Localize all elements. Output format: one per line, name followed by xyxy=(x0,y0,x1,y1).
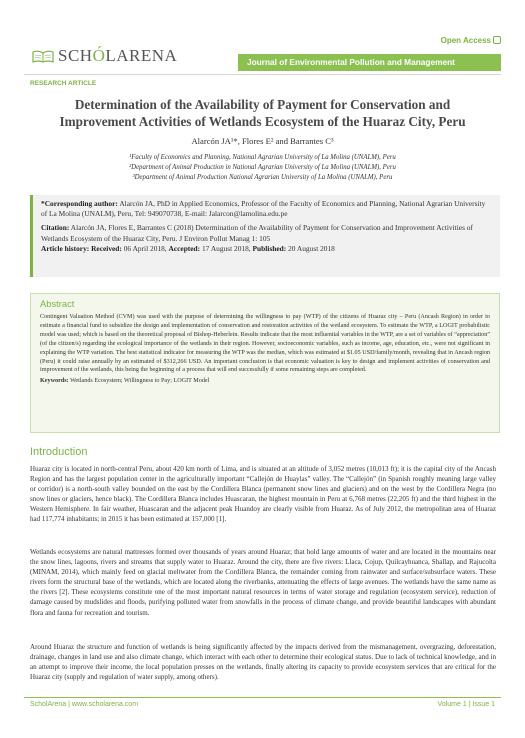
keywords xyxy=(40,378,490,384)
citation xyxy=(41,223,492,243)
article-info-box xyxy=(30,195,500,277)
abstract-heading: Abstract xyxy=(40,298,75,309)
intro-paragraph-3: Around Huaraz the structure and function of wetlands is being significantly affected by the impacts derived from the mismanagement, overgrazing, deforestation, drainage, changes in land use and also climate change, which interact with each other to determine their ecological status. Due to lack of technical knowledge, and in an attempt to improve their income, the local population presses on the wetlands, finally altering its capacity to provide ecosystem services that are critical for the Huaraz city (supply and regulation of water supply, among others). xyxy=(30,643,496,682)
logo-text-part2: Ó xyxy=(92,46,106,65)
history-label: Article history: xyxy=(41,243,90,253)
accepted-label: Accepted: xyxy=(168,243,201,253)
citation-text: Alarcón JA, Flores E, Barrantes C (2018) Determination of the Availability of Payment for Conservation and Improvement Activities of Wetlands Ecosystem of the Huaraz City, Peru. J Environ Pollut Manag 1: 105 xyxy=(41,223,473,243)
footer-publisher-link[interactable]: ScholArena | www.scholarena.com xyxy=(30,701,139,708)
published-label: Published: xyxy=(252,243,287,253)
logo-text-part3: LARENA xyxy=(105,46,178,65)
affiliation-2: ²Department of Animal Production in National Agrarian University of La Molina (UNALM), Peru xyxy=(129,164,396,171)
open-lock-icon xyxy=(493,36,501,44)
affiliation-1: ¹Faculty of Economics and Planning, National Agrarian University of La Molina (UNALM), Peru xyxy=(129,154,396,161)
open-book-icon xyxy=(32,49,54,63)
journal-name-banner: Journal of Environmental Pollution and Management xyxy=(238,54,501,71)
article-history xyxy=(41,244,492,254)
received-label: Received: xyxy=(91,243,122,253)
keywords-text: Wetlands Ecosystem; Willingness to Pay; LOGIT Model xyxy=(70,378,210,385)
logo-text-part1: SCH xyxy=(58,46,93,65)
open-access-label: Open Access xyxy=(440,36,491,45)
published-date: 20 August 2018 xyxy=(288,243,335,253)
scholarena-logo[interactable] xyxy=(32,46,177,66)
corresponding-label: *Corresponding author: xyxy=(41,199,118,208)
citation-label: Citation: xyxy=(41,223,70,233)
header-divider xyxy=(24,74,501,75)
accepted-date: 17 August 2018, xyxy=(201,243,251,253)
affiliations xyxy=(0,153,525,183)
footer-divider xyxy=(24,697,501,698)
keywords-label: Keywords: xyxy=(40,378,69,385)
affiliation-3: ³Department of Animal Production National Agrarian University of La Molina (UNALM), Peru xyxy=(132,174,393,181)
open-access-badge xyxy=(441,36,501,45)
corresponding-author xyxy=(41,199,492,219)
author-list: Alarcón JA¹*, Flores E² and Barrantes C³ xyxy=(191,136,334,146)
received-date: 06 April 2018, xyxy=(123,243,167,253)
intro-paragraph-1: Huaraz city is located in north-central Peru, about 420 km north of Lima, and is situated at an altitude of 3,052 metres (10,013 ft); it is the capital city of the Ancash Region and has the largest population center in the agriculturally important “Callejón de Huaylas” valley. The “Callejón” (in Spanish roughly meaning large valley or corridor) is a north-south valley bounded on the east by the Cordillera Blanca (permanent snow lines and glaciers) and on the west by the Cordillera Negra (no snow lines or glaciers, hence black). The Cordillera Blanca includes Huascaran, the highest mountain in Peru at 6,768 metres (22,205 ft) and the third highest in the Western Hemisphere. In fair weather, Huascaran and the adjacent peak Huandoy are clearly visible from Huaraz. As of July 2012, the metropolitan area of Huaraz had 117,774 inhabitants; in 2015 it has been estimated at 157,000 [1]. xyxy=(30,465,496,524)
article-title: Determination of the Availability of Payment for Conservation and Improvement Activities of Wetlands Ecosystem of the Huaraz City, Peru xyxy=(59,97,466,129)
abstract-box xyxy=(30,293,500,433)
abstract-text: Contingent Valuation Method (CVM) was used with the purpose of determining the willingness to pay (WTP) of the citizens of Huaraz city – Peru (Ancash Region) in order to estimate a financial fund to subsidize the design and implementation of conservation and restoration activities of the wetland ecosystem. To estimate the WTP, a LOGIT probabilistic model was used; which is based on the theoretical proposal of Bishop-Heberlein. Results indicate that the most influential variables in the WTP, are a set of variables of “appreciation” (of the citizen/s) regarding the ecological importance of the wetlands in their region. However, socioeconomic variables, such as income, age, education, etc., were not significant in explaining the WTP variation. The best statistical indicator for measuring the WTP was the median, which was estimated at $1.05 USD/family/month, revealing that in Ancash region (Peru) it could raise annually by an estimated of $312,266 USD. An important conclusion is that economic valuation is key to design and implement activities of conservation and improvement of the wetlands, this being the beginning of a process that will end successfully if some remaining steps are completed. xyxy=(40,314,490,374)
article-type-label: RESEARCH ARTICLE xyxy=(30,80,97,87)
intro-paragraph-2: Wetlands ecosystems are natural mattresses formed over thousands of years around Huaraz; that hold large amounts of water and are located in the mountains near the snow lines, lagoons, rivers and streams that supply water to Huaraz. Around the city, there are five rivers: Llaca, Cojup, Quilcayhuanca, Shallap, and Rajucolta (MINAM, 2014), which mainly feed on glacial meltwater from the Cordillera Blanca, the remainder coming from rainwater and surface/subsurface waters. These rivers form the structural base of the wetlands, which are located along the riverbanks, attenuating the effects of large avenues. The wetlands have the same name as the rivers [2]. These ecosystems constitute one of the most important natural resources in terms of water storage and regulation (ecosystem service), reduction of damage caused by mudslides and floods, purifying polluted water from snowfalls in the process of climate change, and provide beautiful landscapes with abundant flora and fauna for recreation and tourism. xyxy=(30,548,496,617)
introduction-heading: Introduction xyxy=(30,446,88,458)
footer-volume-issue: Volume 1 | Issue 1 xyxy=(437,701,495,708)
corresponding-text: Alarcón JA, PhD in Applied Economics, Professor of the Faculty of Economics and Planning, National Agrarian University of La Molina (UNALM), Peru, Tel: 949070738, E-mail: Jalarcon@lamolina.edu.pe xyxy=(41,199,486,219)
logo-wordmark xyxy=(58,46,177,66)
